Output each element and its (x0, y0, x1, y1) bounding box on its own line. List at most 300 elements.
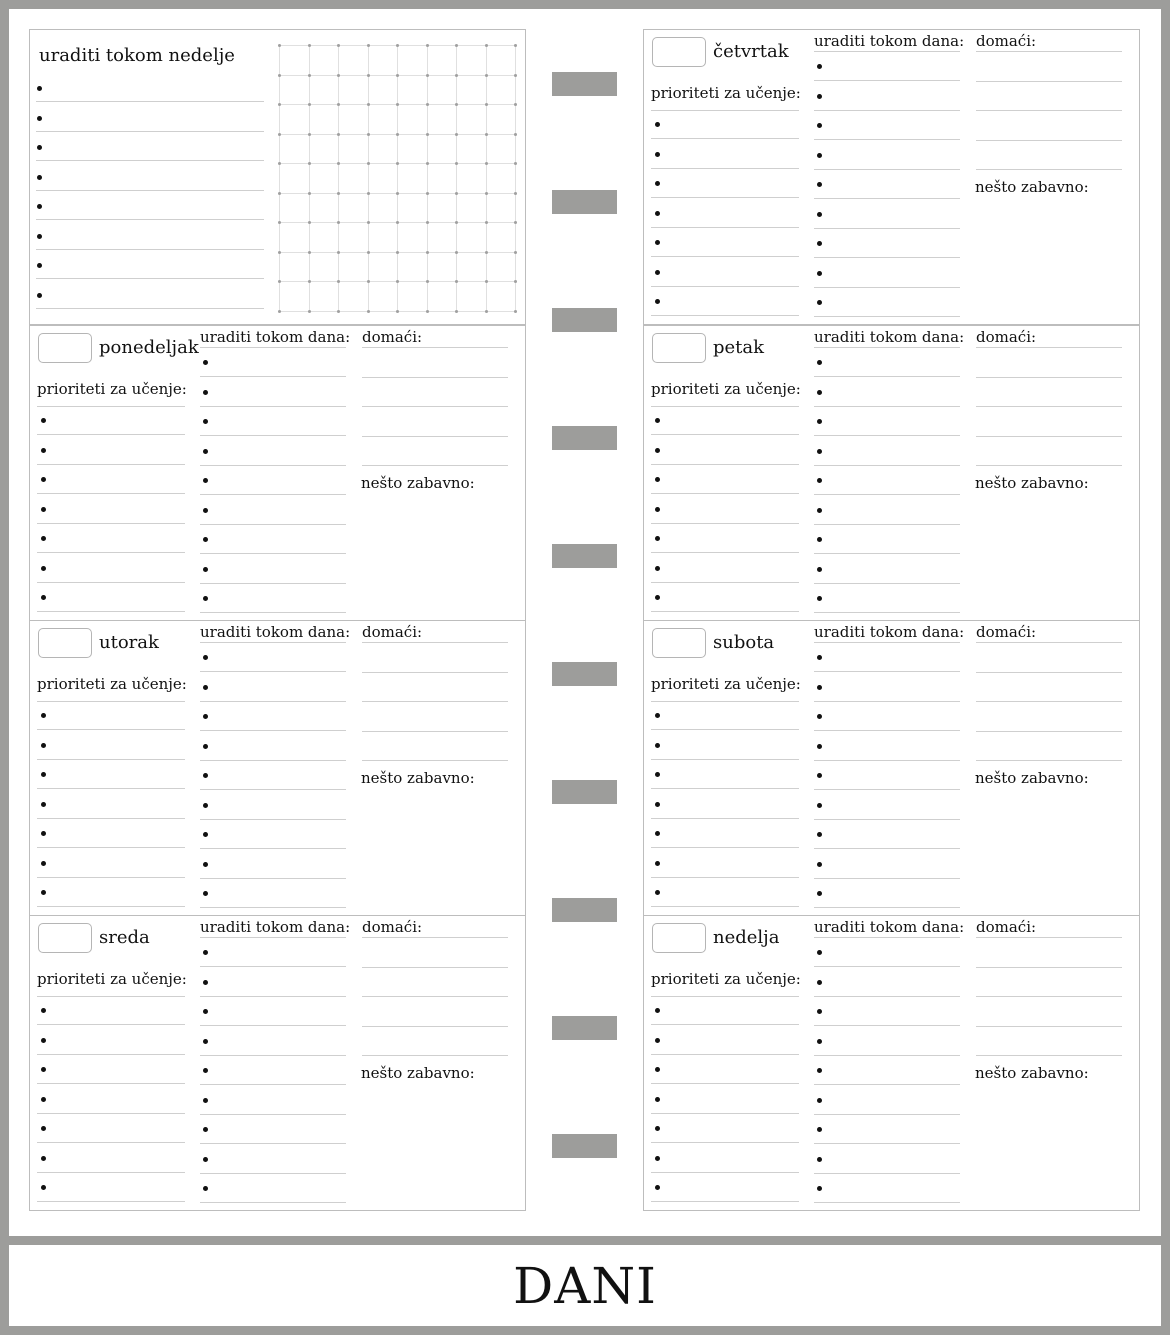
homework-line[interactable] (976, 436, 1122, 437)
homework-line[interactable] (976, 731, 1122, 732)
grid-dot (367, 251, 370, 254)
homework-line[interactable] (362, 760, 508, 761)
grid-dot (308, 44, 311, 47)
priority-line[interactable] (651, 759, 799, 760)
priority-line[interactable] (651, 227, 799, 228)
priority-line[interactable] (37, 1201, 185, 1202)
weekly-line[interactable] (36, 160, 264, 161)
todo-line[interactable] (200, 553, 346, 554)
grid-dot (337, 310, 340, 313)
todo-underline (814, 51, 960, 52)
todo-line[interactable] (814, 760, 960, 761)
todo-line[interactable] (814, 907, 960, 908)
binder-tab (552, 544, 617, 568)
priority-line[interactable] (651, 729, 799, 730)
priority-bullet (655, 122, 660, 127)
homework-line[interactable] (362, 967, 508, 968)
priority-line[interactable] (37, 877, 185, 878)
priority-line[interactable] (37, 1054, 185, 1055)
homework-line[interactable] (362, 1026, 508, 1027)
homework-line[interactable] (976, 967, 1122, 968)
priority-line[interactable] (651, 1054, 799, 1055)
todo-line[interactable] (814, 524, 960, 525)
priority-bullet (41, 861, 46, 866)
grid-dot (337, 162, 340, 165)
todo-line[interactable] (814, 169, 960, 170)
grid-line (397, 44, 398, 310)
priority-line[interactable] (37, 493, 185, 494)
priority-bullet (655, 536, 660, 541)
priority-line[interactable] (37, 552, 185, 553)
grid-dot (455, 310, 458, 313)
grid-dot (485, 44, 488, 47)
priority-line[interactable] (651, 256, 799, 257)
priority-line[interactable] (651, 906, 799, 907)
priority-line[interactable] (651, 1113, 799, 1114)
priority-bullet (655, 1185, 660, 1190)
todo-line[interactable] (200, 1202, 346, 1203)
priorities-underline (651, 996, 799, 997)
day-name: petak (713, 337, 765, 358)
todo-bullet (817, 655, 822, 660)
todo-bullet (817, 891, 822, 896)
priority-bullet (41, 595, 46, 600)
todo-line[interactable] (200, 819, 346, 820)
todo-bullet (817, 832, 822, 837)
todo-line[interactable] (814, 878, 960, 879)
priorities-label: prioriteti za učenje: (37, 970, 187, 988)
todo-bullet (203, 803, 208, 808)
homework-line[interactable] (976, 140, 1122, 141)
priority-line[interactable] (37, 729, 185, 730)
todo-label: uraditi tokom dana: (814, 623, 965, 641)
priority-bullet (41, 713, 46, 718)
day-checkbox[interactable] (652, 37, 706, 67)
todo-bullet (203, 567, 208, 572)
weekly-line[interactable] (36, 308, 264, 309)
priority-line[interactable] (651, 434, 799, 435)
weekly-bullet (37, 116, 42, 121)
todo-underline (200, 937, 346, 938)
todo-line[interactable] (814, 316, 960, 317)
todo-line[interactable] (814, 257, 960, 258)
grid-dot (337, 133, 340, 136)
grid-dot (426, 192, 429, 195)
todo-line[interactable] (814, 1143, 960, 1144)
todo-bullet (203, 1098, 208, 1103)
grid-dot (308, 251, 311, 254)
priority-line[interactable] (651, 582, 799, 583)
day-checkbox[interactable] (652, 923, 706, 953)
weekly-line[interactable] (36, 249, 264, 250)
todo-bullet (817, 182, 822, 187)
homework-line[interactable] (362, 347, 508, 348)
homework-line[interactable] (976, 1026, 1122, 1027)
priorities-underline (37, 406, 185, 407)
grid-dot (337, 44, 340, 47)
todo-line[interactable] (200, 1025, 346, 1026)
weekly-line[interactable] (36, 131, 264, 132)
priority-line[interactable] (37, 788, 185, 789)
todo-line[interactable] (200, 789, 346, 790)
grid-dot (426, 103, 429, 106)
grid-dot (426, 74, 429, 77)
weekly-bullet (37, 263, 42, 268)
grid-dot (514, 280, 517, 283)
binder-tab (552, 898, 617, 922)
homework-line[interactable] (976, 51, 1122, 52)
todo-line[interactable] (814, 1055, 960, 1056)
grid-line (309, 44, 310, 310)
todo-line[interactable] (200, 376, 346, 377)
grid-dot (396, 251, 399, 254)
todo-line[interactable] (814, 848, 960, 849)
homework-line[interactable] (976, 406, 1122, 407)
homework-line[interactable] (362, 701, 508, 702)
todo-bullet (817, 1039, 822, 1044)
todo-bullet (203, 862, 208, 867)
priorities-underline (651, 406, 799, 407)
priority-bullet (655, 1156, 660, 1161)
todo-bullet (203, 773, 208, 778)
homework-line[interactable] (976, 1055, 1122, 1056)
todo-line[interactable] (200, 465, 346, 466)
fun-area[interactable] (975, 199, 1125, 319)
grid-line (486, 44, 487, 310)
homework-line[interactable] (976, 760, 1122, 761)
homework-line[interactable] (976, 701, 1122, 702)
weekly-line[interactable] (36, 278, 264, 279)
todo-line[interactable] (200, 435, 346, 436)
todo-bullet (203, 1157, 208, 1162)
weekly-bullet (37, 145, 42, 150)
todo-bullet (203, 596, 208, 601)
todo-line[interactable] (814, 139, 960, 140)
day-checkbox[interactable] (38, 628, 92, 658)
homework-line[interactable] (976, 347, 1122, 348)
fun-label: nešto zabavno: (361, 1064, 475, 1082)
todo-line[interactable] (814, 996, 960, 997)
priority-bullet (41, 448, 46, 453)
priority-bullet (655, 181, 660, 186)
priority-line[interactable] (37, 434, 185, 435)
priority-line[interactable] (651, 138, 799, 139)
binder-tab (552, 190, 617, 214)
grid-dot (455, 221, 458, 224)
todo-line[interactable] (200, 612, 346, 613)
homework-line[interactable] (362, 672, 508, 673)
weekly-line[interactable] (36, 101, 264, 102)
todo-line[interactable] (814, 789, 960, 790)
homework-line[interactable] (976, 81, 1122, 82)
grid-dot (396, 192, 399, 195)
todo-line[interactable] (200, 966, 346, 967)
weekly-line[interactable] (36, 219, 264, 220)
todo-line[interactable] (200, 878, 346, 879)
todo-line[interactable] (200, 1084, 346, 1085)
todo-line[interactable] (200, 494, 346, 495)
priority-line[interactable] (651, 1142, 799, 1143)
grid-dot (278, 251, 281, 254)
fun-label: nešto zabavno: (361, 769, 475, 787)
grid-line (368, 44, 369, 310)
grid-line (515, 44, 516, 310)
grid-dot (514, 221, 517, 224)
todo-line[interactable] (814, 435, 960, 436)
todo-bullet (817, 64, 822, 69)
todo-bullet (203, 1009, 208, 1014)
homework-line[interactable] (976, 996, 1122, 997)
priority-line[interactable] (651, 493, 799, 494)
priority-line[interactable] (651, 1083, 799, 1084)
priority-line[interactable] (651, 464, 799, 465)
binder-tab (552, 426, 617, 450)
homework-line[interactable] (362, 465, 508, 466)
homework-line[interactable] (362, 377, 508, 378)
priority-line[interactable] (651, 788, 799, 789)
fun-area[interactable] (975, 790, 1125, 910)
todo-line[interactable] (814, 287, 960, 288)
todo-bullet (817, 567, 822, 572)
homework-line[interactable] (976, 642, 1122, 643)
fun-area[interactable] (361, 1085, 511, 1205)
todo-line[interactable] (200, 583, 346, 584)
priority-line[interactable] (651, 168, 799, 169)
homework-line[interactable] (362, 1055, 508, 1056)
priority-line[interactable] (37, 582, 185, 583)
priority-bullet (655, 448, 660, 453)
todo-line[interactable] (814, 1202, 960, 1203)
weekly-title: uraditi tokom nedelje (39, 45, 235, 66)
todo-bullet (817, 1186, 822, 1191)
todo-line[interactable] (200, 406, 346, 407)
grid-dot (485, 192, 488, 195)
binder-tab (552, 780, 617, 804)
priority-line[interactable] (651, 552, 799, 553)
homework-line[interactable] (976, 465, 1122, 466)
weekly-bullet (37, 234, 42, 239)
priority-line[interactable] (651, 847, 799, 848)
todo-line[interactable] (200, 1055, 346, 1056)
homework-line[interactable] (976, 377, 1122, 378)
todo-bullet (203, 449, 208, 454)
todo-bullet (817, 980, 822, 985)
todo-bullet (817, 1127, 822, 1132)
day-checkbox[interactable] (38, 923, 92, 953)
grid-dot (367, 280, 370, 283)
todo-line[interactable] (814, 465, 960, 466)
todo-bullet (817, 508, 822, 513)
priority-line[interactable] (37, 1083, 185, 1084)
todo-line[interactable] (200, 1173, 346, 1174)
todo-bullet (817, 360, 822, 365)
todo-line[interactable] (814, 494, 960, 495)
todo-line[interactable] (814, 1025, 960, 1026)
todo-line[interactable] (814, 1114, 960, 1115)
priorities-label: prioriteti za učenje: (37, 380, 187, 398)
todo-underline (814, 937, 960, 938)
homework-line[interactable] (362, 642, 508, 643)
grid-dot (278, 192, 281, 195)
todo-bullet (203, 1068, 208, 1073)
priority-line[interactable] (37, 818, 185, 819)
fun-label: nešto zabavno: (975, 769, 1089, 787)
todo-line[interactable] (814, 1173, 960, 1174)
priority-line[interactable] (37, 523, 185, 524)
priority-line[interactable] (37, 464, 185, 465)
todo-line[interactable] (814, 701, 960, 702)
page-title: DANI (513, 1256, 657, 1315)
grid-dot (426, 221, 429, 224)
priorities-label: prioriteti za učenje: (651, 970, 801, 988)
grid-dot (514, 162, 517, 165)
todo-line[interactable] (814, 553, 960, 554)
homework-line[interactable] (976, 672, 1122, 673)
todo-line[interactable] (200, 907, 346, 908)
binder-tab (552, 1134, 617, 1158)
priority-line[interactable] (651, 611, 799, 612)
fun-label: nešto zabavno: (975, 178, 1089, 196)
grid-dot (308, 280, 311, 283)
fun-area[interactable] (361, 790, 511, 910)
todo-line[interactable] (200, 701, 346, 702)
todo-line[interactable] (200, 1143, 346, 1144)
priority-line[interactable] (651, 315, 799, 316)
todo-bullet (817, 685, 822, 690)
fun-area[interactable] (975, 1085, 1125, 1205)
priority-line[interactable] (37, 906, 185, 907)
todo-line[interactable] (200, 730, 346, 731)
grid-dot (278, 133, 281, 136)
todo-line[interactable] (814, 583, 960, 584)
homework-line[interactable] (976, 937, 1122, 938)
todo-line[interactable] (814, 671, 960, 672)
todo-underline (200, 347, 346, 348)
homework-line[interactable] (362, 996, 508, 997)
day-name: četvrtak (713, 41, 789, 62)
priority-line[interactable] (651, 1172, 799, 1173)
priority-bullet (41, 536, 46, 541)
grid-line (279, 44, 280, 310)
todo-line[interactable] (814, 376, 960, 377)
priority-line[interactable] (37, 759, 185, 760)
binder-tab (552, 72, 617, 96)
priority-line[interactable] (37, 611, 185, 612)
day-name: sreda (99, 927, 150, 948)
priority-line[interactable] (651, 523, 799, 524)
homework-label: domaći: (362, 918, 423, 936)
todo-bullet (817, 123, 822, 128)
priority-line[interactable] (37, 1172, 185, 1173)
grid-dot (278, 221, 281, 224)
priority-line[interactable] (37, 1113, 185, 1114)
todo-line[interactable] (814, 406, 960, 407)
todo-underline (814, 347, 960, 348)
todo-line[interactable] (200, 671, 346, 672)
grid-dot (514, 192, 517, 195)
priority-line[interactable] (651, 877, 799, 878)
todo-bullet (817, 1068, 822, 1073)
day-checkbox[interactable] (652, 333, 706, 363)
priority-line[interactable] (651, 286, 799, 287)
grid-dot (396, 44, 399, 47)
todo-line[interactable] (200, 760, 346, 761)
todo-label: uraditi tokom dana: (814, 32, 965, 50)
todo-line[interactable] (814, 612, 960, 613)
todo-line[interactable] (814, 80, 960, 81)
homework-line[interactable] (976, 169, 1122, 170)
priority-line[interactable] (37, 1024, 185, 1025)
grid-dot (485, 162, 488, 165)
grid-dot (514, 103, 517, 106)
priority-line[interactable] (651, 1024, 799, 1025)
homework-line[interactable] (362, 406, 508, 407)
todo-line[interactable] (814, 730, 960, 731)
priority-bullet (655, 211, 660, 216)
priority-bullet (655, 299, 660, 304)
todo-line[interactable] (200, 1114, 346, 1115)
todo-line[interactable] (814, 228, 960, 229)
weekly-bullet (37, 293, 42, 298)
todo-line[interactable] (814, 1084, 960, 1085)
grid-dot (337, 280, 340, 283)
homework-line[interactable] (362, 937, 508, 938)
priority-line[interactable] (37, 847, 185, 848)
fun-label: nešto zabavno: (361, 474, 475, 492)
todo-line[interactable] (814, 966, 960, 967)
todo-bullet (817, 271, 822, 276)
homework-line[interactable] (362, 436, 508, 437)
todo-bullet (203, 891, 208, 896)
grid-dot (367, 133, 370, 136)
todo-underline (814, 642, 960, 643)
todo-line[interactable] (814, 110, 960, 111)
fun-label: nešto zabavno: (975, 474, 1089, 492)
todo-line[interactable] (814, 819, 960, 820)
priority-bullet (655, 507, 660, 512)
day-checkbox[interactable] (652, 628, 706, 658)
todo-line[interactable] (200, 848, 346, 849)
priority-line[interactable] (651, 1201, 799, 1202)
todo-line[interactable] (814, 198, 960, 199)
todo-line[interactable] (200, 524, 346, 525)
priority-line[interactable] (37, 1142, 185, 1143)
homework-label: domaći: (362, 328, 423, 346)
priority-line[interactable] (651, 197, 799, 198)
homework-line[interactable] (976, 110, 1122, 111)
weekly-line[interactable] (36, 190, 264, 191)
priority-line[interactable] (651, 818, 799, 819)
grid-dot (455, 74, 458, 77)
fun-area[interactable] (975, 495, 1125, 615)
homework-line[interactable] (362, 731, 508, 732)
priority-bullet (655, 831, 660, 836)
grid-dot (278, 310, 281, 313)
weekly-bullet (37, 175, 42, 180)
priorities-label: prioriteti za učenje: (37, 675, 187, 693)
fun-area[interactable] (361, 495, 511, 615)
day-checkbox[interactable] (38, 333, 92, 363)
todo-line[interactable] (200, 996, 346, 997)
grid-dot (455, 192, 458, 195)
priorities-underline (651, 701, 799, 702)
priorities-label: prioriteti za učenje: (651, 380, 801, 398)
priority-bullet (41, 566, 46, 571)
grid-dot (426, 251, 429, 254)
day-name: utorak (99, 632, 159, 653)
todo-bullet (203, 537, 208, 542)
grid-dot (308, 192, 311, 195)
